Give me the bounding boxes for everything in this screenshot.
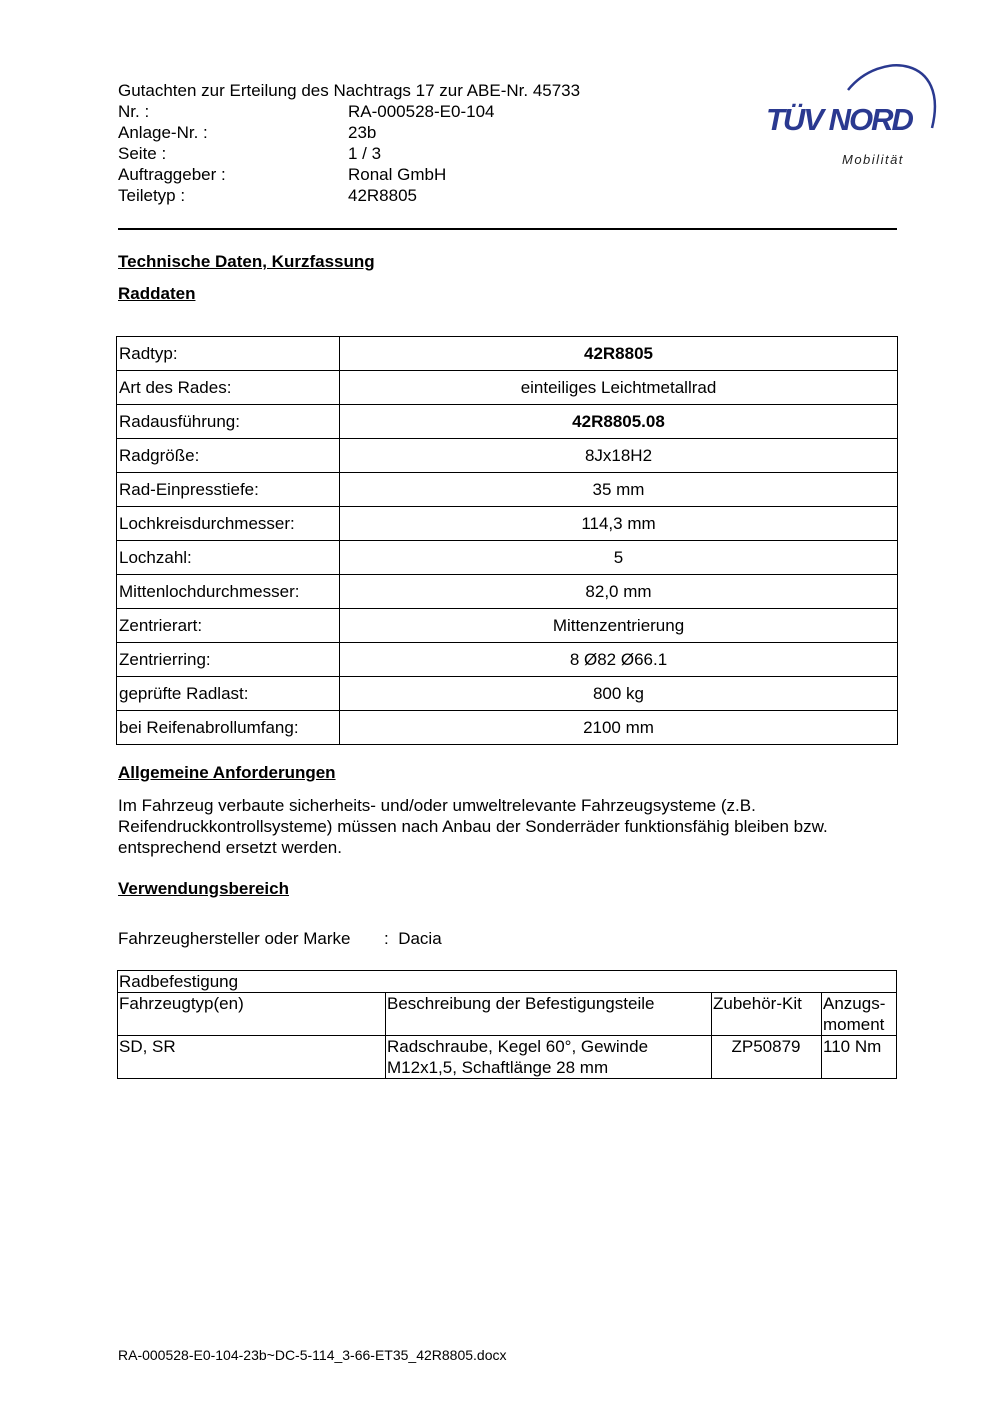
header-cell-moment [822, 993, 897, 1036]
table-row [117, 439, 898, 473]
header-moment-line: moment [823, 1015, 885, 1034]
header-label: Nr. : [118, 102, 150, 121]
header-moment-line: Anzugs- [823, 994, 886, 1013]
raddaten-label: Art des Rades: [117, 371, 340, 405]
raddaten-value: 8Jx18H2 [340, 439, 898, 473]
header-label: Anlage-Nr. : [118, 123, 208, 142]
raddaten-value: 5 [340, 541, 898, 575]
header-value: RA-000528-E0-104 [348, 102, 495, 121]
header-cell: Fahrzeugtyp(en) [118, 993, 386, 1036]
befestigung-title: Radbefestigung [118, 971, 897, 993]
raddaten-value: einteiliges Leichtmetallrad [340, 371, 898, 405]
raddaten-value: 114,3 mm [340, 507, 898, 541]
cell-fahrzeugtyp: SD, SR [118, 1036, 386, 1079]
maker-value: Dacia [398, 929, 442, 948]
section-heading-tech: Technische Daten, Kurzfassung [118, 252, 375, 271]
table-row [117, 473, 898, 507]
raddaten-label: Zentrierart: [117, 609, 340, 643]
table-row [118, 1036, 897, 1079]
header-value: Ronal GmbH [348, 165, 447, 184]
raddaten-value: 35 mm [340, 473, 898, 507]
header-cell: Zubehör-Kit [712, 993, 822, 1036]
logo-subtitle: Mobilität [842, 152, 904, 167]
raddaten-value: Mittenzentrierung [340, 609, 898, 643]
header-cell: Beschreibung der Befestigungsteile [386, 993, 712, 1036]
logo-wordmark: TÜV NORD [766, 102, 912, 137]
beschreibung-line: M12x1,5, Schaftlänge 28 mm [387, 1058, 609, 1077]
footer-filename: RA-000528-E0-104-23b~DC-5-114_3-66-ET35_42R8805.docx [118, 1347, 507, 1363]
table-row [117, 711, 898, 745]
raddaten-value: 8 Ø82 Ø66.1 [340, 643, 898, 677]
document-title: Gutachten zur Erteilung des Nachtrags 17 zur ABE-Nr. 45733 [118, 81, 581, 100]
header-divider [118, 228, 897, 230]
cell-kit: ZP50879 [712, 1036, 822, 1079]
section-heading-verwendung: Verwendungsbereich [118, 879, 289, 898]
table-row [117, 507, 898, 541]
tuev-nord-logo [760, 56, 945, 176]
raddaten-value: 42R8805.08 [340, 405, 898, 439]
raddaten-label: Mittenlochdurchmesser: [117, 575, 340, 609]
befestigung-title-row [118, 971, 897, 993]
raddaten-label: Zentrierring: [117, 643, 340, 677]
raddaten-value: 42R8805 [340, 337, 898, 371]
header-value: 42R8805 [348, 186, 418, 205]
header-value: 23b [348, 123, 377, 142]
table-row [117, 677, 898, 711]
raddaten-label: Lochkreisdurchmesser: [117, 507, 340, 541]
table-row [117, 337, 898, 371]
table-row [117, 541, 898, 575]
table-row [117, 609, 898, 643]
header-value: 1 / 3 [348, 144, 382, 163]
allgemein-paragraph: Im Fahrzeug verbaute sicherheits- und/oder umweltrelevante Fahrzeugsysteme (z.B. Reifendruckkontrollsysteme) müssen nach Anbau der Sonderräder funktionsfähig bleiben bzw. entsprechend ersetzt werden. [118, 796, 828, 857]
beschreibung-line: Radschraube, Kegel 60°, Gewinde [387, 1037, 649, 1056]
maker-label: Fahrzeughersteller oder Marke [118, 929, 351, 948]
header-label: Seite : [118, 144, 167, 163]
raddaten-value: 800 kg [340, 677, 898, 711]
table-row [117, 405, 898, 439]
raddaten-value: 82,0 mm [340, 575, 898, 609]
header-row-auftraggeber [118, 164, 580, 185]
raddaten-value: 2100 mm [340, 711, 898, 745]
raddaten-label: Radausführung: [117, 405, 340, 439]
raddaten-label: geprüfte Radlast: [117, 677, 340, 711]
header-row-anlage [118, 122, 580, 143]
table-row [117, 643, 898, 677]
header-row-nr [118, 101, 580, 122]
raddaten-label: Radgröße: [117, 439, 340, 473]
raddaten-label: Rad-Einpresstiefe: [117, 473, 340, 507]
table-row [117, 371, 898, 405]
raddaten-label: Radtyp: [117, 337, 340, 371]
befestigung-header-row [118, 993, 897, 1036]
maker-separator: : [384, 929, 389, 948]
raddaten-table [116, 336, 898, 745]
raddaten-label: bei Reifenabrollumfang: [117, 711, 340, 745]
header-label: Teiletyp : [118, 186, 186, 205]
section-heading-allgemein: Allgemeine Anforderungen [118, 763, 336, 782]
document-header [118, 80, 580, 206]
befestigung-table [117, 970, 897, 1079]
maker-line [118, 929, 442, 949]
cell-beschreibung [386, 1036, 712, 1079]
header-row-teiletyp [118, 185, 580, 206]
cell-moment: 110 Nm [822, 1036, 897, 1079]
raddaten-label: Lochzahl: [117, 541, 340, 575]
header-label: Auftraggeber : [118, 165, 226, 184]
section-heading-raddaten: Raddaten [118, 284, 196, 303]
table-row [117, 575, 898, 609]
header-row-seite [118, 143, 580, 164]
